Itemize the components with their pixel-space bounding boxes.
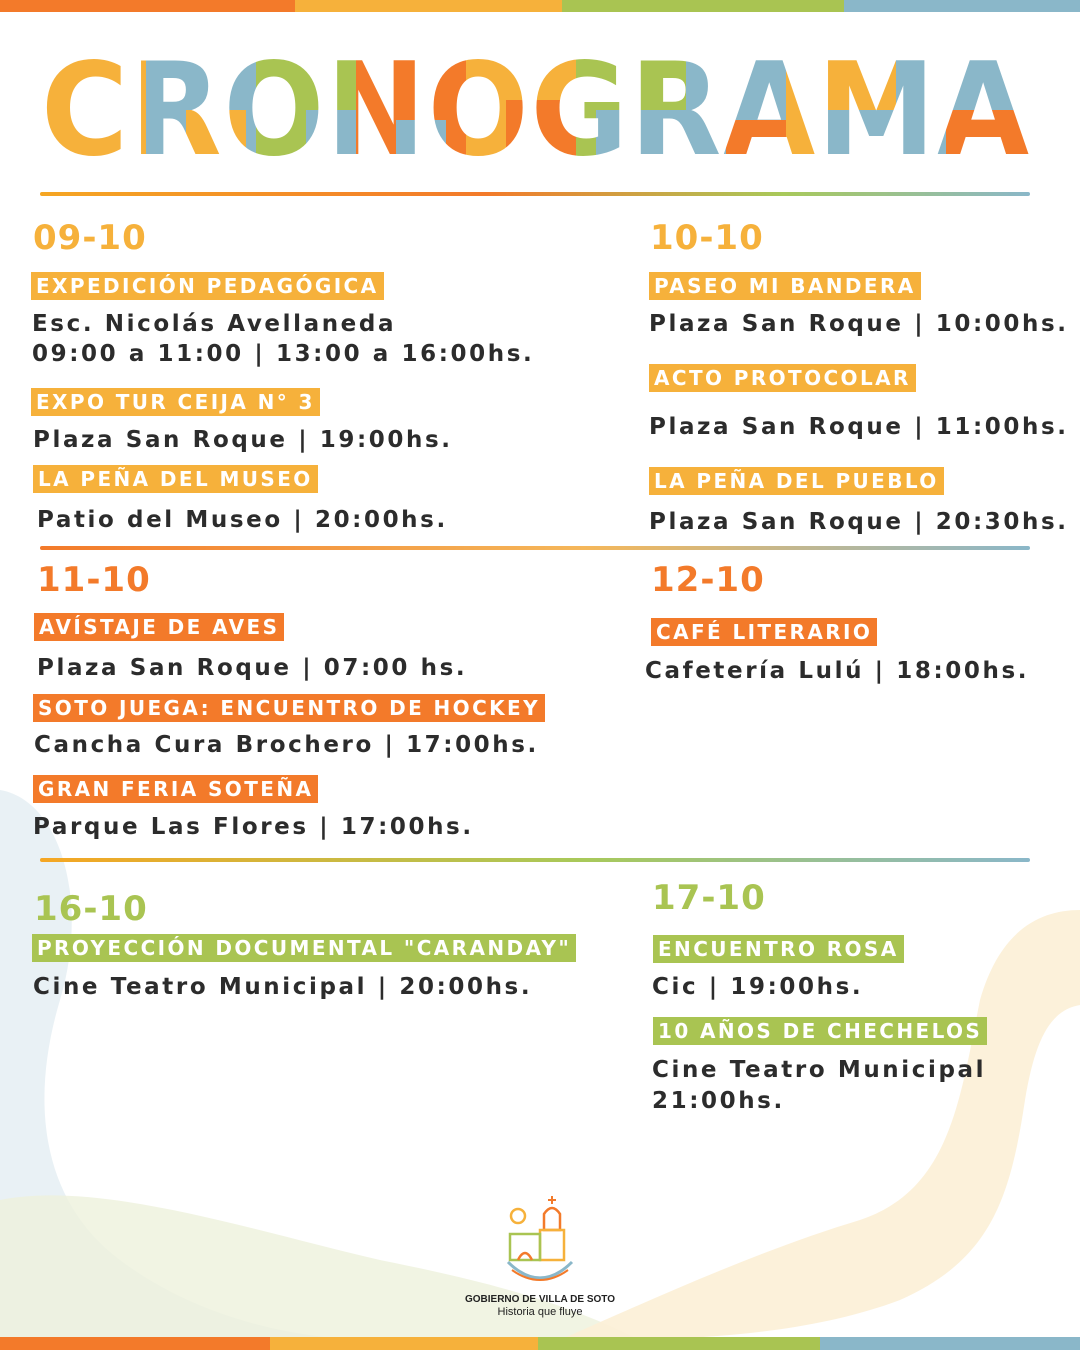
event-detail: Plaza San Roque | 19:00hs. bbox=[33, 427, 453, 453]
event-label: LA PEÑA DEL MUSEO bbox=[33, 465, 318, 493]
event-detail: Esc. Nicolás Avellaneda bbox=[32, 311, 397, 337]
event-detail: Cic | 19:00hs. bbox=[652, 974, 864, 1000]
event-detail: Cafetería Lulú | 18:00hs. bbox=[645, 658, 1030, 684]
event-label: EXPO TUR CEIJA N° 3 bbox=[31, 388, 320, 416]
day-date: 12-10 bbox=[651, 560, 765, 600]
day-date: 16-10 bbox=[34, 889, 148, 929]
event-detail: Plaza San Roque | 11:00hs. bbox=[649, 414, 1069, 440]
event-label: SOTO JUEGA: ENCUENTRO DE HOCKEY bbox=[33, 694, 545, 722]
event-label: 10 AÑOS DE CHECHELOS bbox=[653, 1017, 987, 1045]
event-label: ACTO PROTOCOLAR bbox=[649, 364, 916, 392]
day-date: 17-10 bbox=[652, 878, 766, 918]
event-detail: Cine Teatro Municipal | 20:00hs. bbox=[33, 974, 533, 1000]
event-detail: 21:00hs. bbox=[652, 1088, 785, 1114]
event-label: ENCUENTRO ROSA bbox=[653, 935, 904, 963]
day-date: 10-10 bbox=[650, 218, 764, 258]
event-detail: Parque Las Flores | 17:00hs. bbox=[33, 814, 474, 840]
event-label: CAFÉ LITERARIO bbox=[651, 618, 877, 646]
event-detail: Plaza San Roque | 20:30hs. bbox=[649, 509, 1069, 535]
event-label: PROYECCIÓN DOCUMENTAL "CARANDAY" bbox=[32, 934, 576, 962]
bottom-color-bar bbox=[0, 1337, 1080, 1350]
church-arch-logo-icon bbox=[500, 1190, 580, 1290]
event-label: EXPEDICIÓN PEDAGÓGICA bbox=[31, 272, 384, 300]
page-title bbox=[36, 50, 1036, 170]
event-detail: Cine Teatro Municipal bbox=[652, 1057, 987, 1083]
divider bbox=[40, 546, 1030, 550]
event-label: LA PEÑA DEL PUEBLO bbox=[649, 467, 944, 495]
event-detail: 09:00 a 11:00 | 13:00 a 16:00hs. bbox=[32, 341, 535, 367]
event-detail: Plaza San Roque | 07:00 hs. bbox=[37, 655, 468, 681]
organization-slogan: Historia que fluye bbox=[497, 1306, 583, 1318]
divider bbox=[40, 858, 1030, 862]
divider bbox=[40, 192, 1030, 196]
event-label: GRAN FERIA SOTEÑA bbox=[33, 775, 318, 803]
organization-name: GOBIERNO DE VILLA DE SOTO bbox=[464, 1294, 615, 1305]
event-detail: Patio del Museo | 20:00hs. bbox=[37, 507, 448, 533]
day-date: 11-10 bbox=[37, 560, 151, 600]
event-label: AVÍSTAJE DE AVES bbox=[34, 613, 284, 641]
event-label: PASEO MI BANDERA bbox=[649, 272, 921, 300]
day-date: 09-10 bbox=[33, 218, 147, 258]
event-detail: Plaza San Roque | 10:00hs. bbox=[649, 311, 1069, 337]
event-detail: Cancha Cura Brochero | 17:00hs. bbox=[34, 732, 539, 758]
